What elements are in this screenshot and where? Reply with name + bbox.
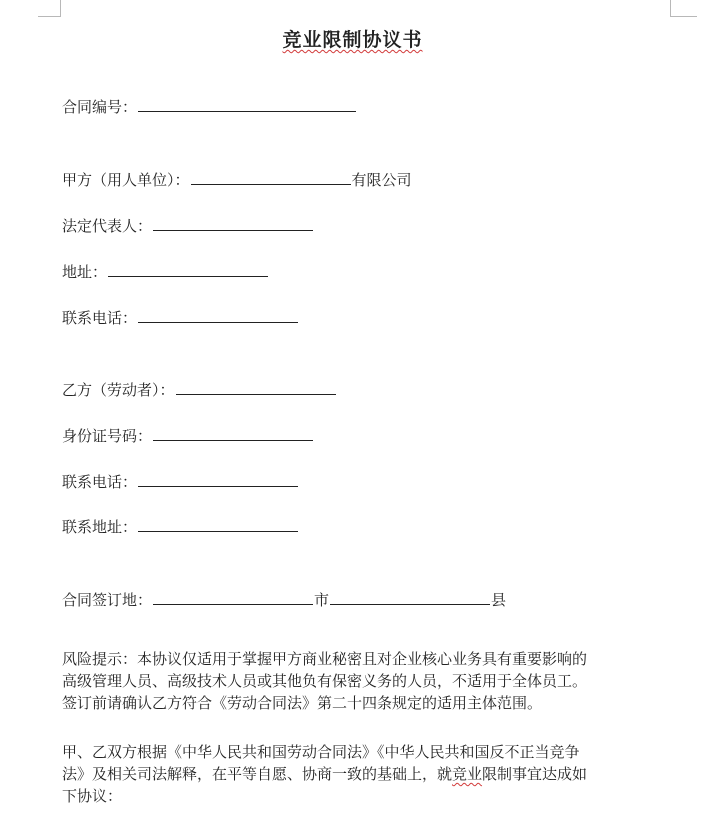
party-a-name-blank[interactable] bbox=[191, 171, 351, 185]
party-b-address-label: 联系地址： bbox=[62, 518, 138, 536]
party-b-name-field bbox=[62, 379, 337, 400]
signing-county-blank[interactable] bbox=[330, 591, 490, 605]
party-a-address-blank[interactable] bbox=[108, 263, 268, 277]
signing-county-suffix: 县 bbox=[491, 591, 507, 609]
party-b-name-blank[interactable] bbox=[176, 381, 336, 395]
risk-notice-line-3: 签订前请确认乙方符合《劳动合同法》第二十四条规定的适用主体范围。 bbox=[62, 694, 543, 712]
party-a-legal-rep-label: 法定代表人： bbox=[62, 217, 153, 235]
risk-notice-line-2: 高级管理人员、高级技术人员或其他负有保密义务的人员，不适用于全体员工。 bbox=[62, 672, 588, 690]
preamble bbox=[62, 741, 674, 807]
party-a-address-field bbox=[62, 261, 269, 282]
party-a-phone-field bbox=[62, 307, 299, 328]
party-a-name-label: 甲方（用人单位）： bbox=[62, 171, 190, 189]
signing-place-field bbox=[62, 589, 506, 610]
party-a-legal-rep-field bbox=[62, 215, 314, 236]
party-b-address-field bbox=[62, 516, 299, 537]
party-b-address-blank[interactable] bbox=[138, 518, 298, 532]
title-text: 竞业限制协议书 bbox=[282, 29, 423, 51]
party-b-phone-blank[interactable] bbox=[138, 473, 298, 487]
party-a-name-suffix: 有限公司 bbox=[351, 171, 412, 189]
signing-place-label: 合同签订地： bbox=[62, 591, 153, 609]
party-a-name-field bbox=[62, 169, 412, 190]
signing-city-suffix: 市 bbox=[314, 591, 330, 609]
preamble-line-2-start: 法》及相关司法解释，在平等自愿、协商一致的基础上，就 bbox=[62, 765, 453, 783]
document-title bbox=[0, 25, 705, 52]
preamble-spellcheck-word: 竞业 bbox=[452, 765, 483, 783]
risk-notice bbox=[62, 648, 674, 714]
party-a-phone-label: 联系电话： bbox=[62, 309, 138, 327]
party-a-phone-blank[interactable] bbox=[138, 309, 298, 323]
party-b-phone-field bbox=[62, 471, 299, 492]
party-b-id-blank[interactable] bbox=[153, 427, 313, 441]
preamble-line-2-end: 限制事宜达成如 bbox=[482, 765, 588, 783]
party-b-id-label: 身份证号码： bbox=[62, 427, 153, 445]
risk-notice-line-1: 风险提示：本协议仅适用于掌握甲方商业秘密且对企业核心业务具有重要影响的 bbox=[62, 650, 588, 668]
party-b-id-field bbox=[62, 425, 314, 446]
preamble-line-3: 下协议： bbox=[62, 787, 123, 805]
contract-number-field bbox=[62, 96, 357, 117]
signing-city-blank[interactable] bbox=[153, 591, 313, 605]
preamble-line-2 bbox=[62, 763, 674, 785]
contract-number-label: 合同编号： bbox=[62, 98, 138, 116]
contract-number-blank[interactable] bbox=[138, 98, 356, 112]
party-a-legal-rep-blank[interactable] bbox=[153, 217, 313, 231]
preamble-line-1: 甲、乙双方根据《中华人民共和国劳动合同法》《中华人民共和国反不正当竞争 bbox=[62, 743, 580, 761]
party-a-address-label: 地址： bbox=[62, 263, 108, 281]
party-b-phone-label: 联系电话： bbox=[62, 473, 138, 491]
party-b-name-label: 乙方（劳动者）： bbox=[62, 381, 175, 399]
